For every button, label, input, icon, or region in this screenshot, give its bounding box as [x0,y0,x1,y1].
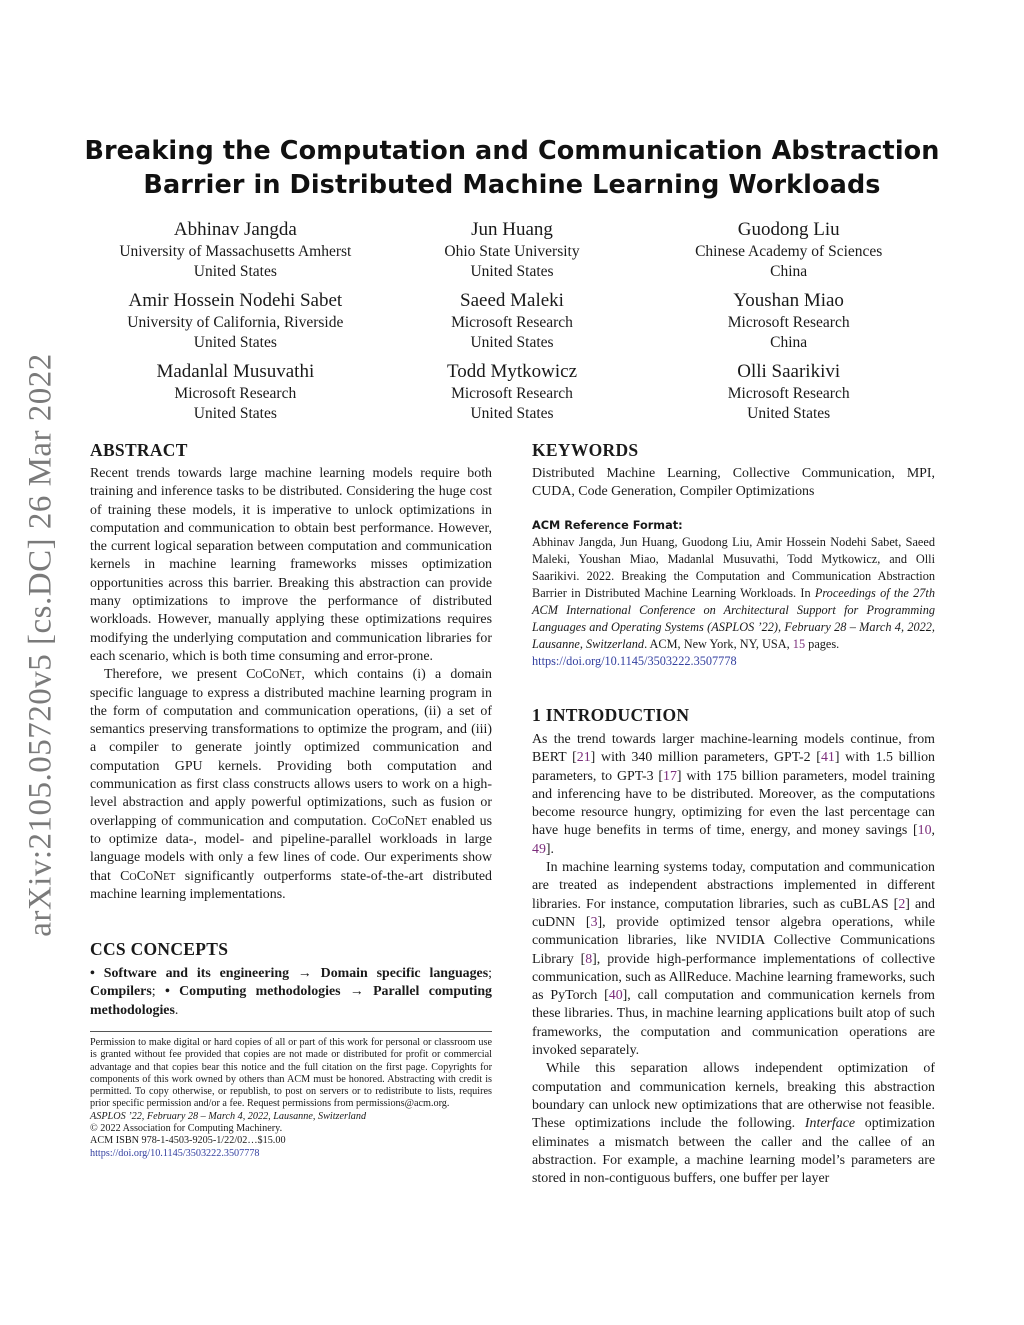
abstract-text: significantly outperforms state-of-the-art distributed machine learning implementations. [90,868,492,902]
acm-ref-text: pages. [805,637,840,651]
copyright-footnote [90,1037,492,1160]
author-country: United States [470,334,554,351]
citation-link[interactable]: 10 [917,823,932,839]
author-affiliation: University of Massachusetts Amherst [119,243,352,260]
citation-link[interactable]: 21 [576,750,591,766]
ccs-term: • Computing methodologies → Parallel computing methodologies [90,984,492,1018]
author-name: Abhinav Jangda [173,219,297,240]
acm-ref-proceedings: Proceedings of the 27th ACM International Conference on Architectural Support for Programming Languages and Operating Systems (ASPLOS ’22), February 28 – March 4, 2022, Lausanne, Switzerland [532,586,935,651]
citation-link[interactable]: 8 [585,951,593,967]
ccs-separator: ; [151,984,165,1000]
author [374,218,651,282]
system-name: CoCoNet [246,667,302,683]
author-country: United States [193,405,277,422]
author [374,289,651,353]
intro-text: ]. [545,841,554,857]
system-name: CoCoNet [371,813,427,829]
citation-link[interactable]: 17 [663,768,677,784]
intro-text: ], provide optimized tensor algebra operations, while communication libraries, like NVIDIA Collective Communications Library [ [532,914,935,967]
author [97,218,374,282]
author-affiliation: Ohio State University [444,243,580,260]
author [650,289,927,353]
ccs-term: • Software and its engineering → Domain specific languages [90,966,489,981]
intro-text: ] with 175 billion parameters, model training and inferencing have to be distributed. Moreover, as the computations become resource hungry, optimizing for even the last percentage can have huge benefits in terms of time, energy, and money savings [ [532,768,935,839]
citation-link[interactable]: 49 [532,841,546,857]
intro-heading: 1 INTRODUCTION [532,705,690,725]
author [97,289,374,353]
intro-text: optimization eliminates a mismatch between the caller and the callee of an abstraction. For example, a machine learning model’s parameters are stored in non-contiguous buffers, one buffer per layer [532,1116,935,1187]
author-row [97,360,927,424]
abstract-text: Therefore, we present [104,667,247,683]
copyright-line: © 2022 Association for Computing Machinery. [90,1123,283,1135]
intro-text: ] with 1.5 billion parameters, to GPT-3 [ [532,750,935,784]
author-name: Guodong Liu [737,219,840,240]
author-affiliation: Chinese Academy of Sciences [695,243,883,260]
author-name: Olli Saarikivi [737,361,841,382]
author-affiliation: Microsoft Research [451,385,573,402]
author-name: Todd Mytkowicz [446,361,578,382]
author-row [97,218,927,282]
abstract-body [90,465,492,904]
abstract-heading: ABSTRACT [90,440,188,460]
author-affiliation: University of California, Riverside [127,314,344,331]
author-country: China [770,334,808,351]
system-name: CoCoNet [120,868,176,884]
intro-text: While this separation allows independent optimization of computation and communication kernels, breaking this abstraction boundary can unlock new optimizations that are otherwise not feasible. These optimizations include the following. [532,1061,935,1132]
title-line-1: Breaking the Computation and Communication Abstraction [84,136,940,166]
author [650,218,927,282]
author-affiliation: Microsoft Research [174,385,297,402]
arxiv-stamp-text: arXiv:2105.05720v5 [cs.DC] 26 Mar 2022 [22,353,59,937]
ccs-separator: . [174,1002,179,1018]
intro-text: ], provide high-performance implementations of collective communication, such as AllReduce. Machine learning frameworks, such as PyTorch [ [532,951,936,1004]
author-country: United States [747,405,831,422]
author-affiliation: Microsoft Research [451,314,573,331]
abstract-text: , which contains (i) a domain specific language to express a distributed machine learning program in the form of computation and communication operations, (ii) a set of semantics preserving transformations to optimize the program, and (iii) a compiler to generate jointly optimized communication and computation GPU kernels. Providing both computation and communication as first class constructs allows users to work on a high-level abstraction and apply powerful optimizations, such as fusion or overlapping of communication and computation. [90,667,492,829]
author-name: Amir Hossein Nodehi Sabet [128,290,343,311]
author-country: China [770,263,808,280]
intro-paragraph-2 [532,859,935,1060]
abstract-paragraph-2 [90,666,492,904]
intro-text: As the trend towards larger machine-learning models continue, from BERT [ [532,732,935,766]
isbn-line: ACM ISBN 978-1-4503-9205-1/22/02…$15.00 [90,1135,286,1147]
author [374,360,651,424]
title-line-2: Barrier in Distributed Machine Learning Workloads [143,170,881,200]
footnote-rule [90,1031,492,1032]
ccs-heading: CCS CONCEPTS [90,939,229,959]
intro-emphasis: Interface [804,1116,856,1132]
acm-ref-text: . ACM, New York, NY, USA, [644,637,793,651]
citation-link[interactable]: 2 [898,896,906,912]
arxiv-stamp [20,350,62,940]
acm-ref-heading: ACM Reference Format: [532,519,683,532]
author-row [97,289,927,353]
intro-text: ] with 340 million parameters, GPT-2 [ [590,750,821,766]
keywords-heading: KEYWORDS [532,440,639,460]
author-affiliation: Microsoft Research [727,385,850,402]
author-affiliation: Microsoft Research [727,314,850,331]
author-country: United States [470,263,554,280]
author [97,360,374,424]
author-country: United States [193,263,277,280]
intro-text: In machine learning systems today, computation and communication are treated as independent abstractions implemented in different libraries. For instance, computation libraries, such as cuBLAS [ [532,860,935,912]
intro-paragraph-1 [532,731,935,859]
permission-notice: Permission to make digital or hard copies of all or part of this work for personal or classroom use is granted without fee provided that copies are not made or distributed for profit or commercial advantage and that copies bear this notice and the full citation on the first page. Copyrights for components of this work owned by others than ACM must be honored. Abstracting with credit is permitted. To copy otherwise, or republish, to post on servers or to redistribute to lists, requires prior specific permission and/or a fee. Request permissions from permissions@acm.org. [90,1037,492,1110]
citation-link[interactable]: 3 [590,914,598,930]
abstract-paragraph-1: Recent trends towards large machine learning models require both training and inference tasks to be distributed. Considering the huge cost of training these models, it is imperative to unlock optimizations in computation and communication to obtain best performance. However, the current logical separation between computation and communication kernels in machine learning frameworks misses optimization opportunities across this barrier. Breaking this abstraction can provide many optimizations to improve the performance of distributed workloads. However, manually applying these optimizations requires modifying the underlying computation and communication libraries for each scenario, which is both time consuming and error-prone. [90,466,492,664]
ccs-term: Compilers [90,984,152,1000]
paper-title [0,134,1024,202]
intro-text: ], call computation and communication kernels from these libraries. Thus, in machine learning applications built atop of such frameworks, the computation and communication operations are invoked separately. [532,988,935,1059]
citation-link[interactable]: 40 [608,988,623,1004]
author-block [97,218,927,431]
acm-ref-text: Abhinav Jangda, Jun Huang, Guodong Liu, Amir Hossein Nodehi Sabet, Saeed Maleki, Youshan Miao, Madanlal Musuvathi, Todd Mytkowicz, and Olli Saarikivi. 2022. Breaking the Computation and Communication Abstraction Barrier in Distributed Machine Learning Workloads. In [532,535,935,600]
intro-body [532,731,935,1188]
author-name: Madanlal Musuvathi [156,361,315,382]
acm-reference [532,534,935,670]
ccs-concepts [90,965,492,1020]
venue-line: ASPLOS ’22, February 28 – March 4, 2022, Lausanne, Switzerland [90,1110,367,1122]
ccs-separator: ; [488,966,492,981]
acm-ref-doi-link[interactable]: https://doi.org/10.1145/3503222.3507778 [532,654,737,668]
keywords-text: Distributed Machine Learning, Collective Communication, MPI, CUDA, Code Generation, Compiler Optimizations [532,466,935,500]
author-country: United States [470,405,554,422]
abstract-text: enabled us to optimize data-, model- and pipeline-parallel workloads in large language models with only a few lines of code. Our experiments show that [90,813,492,884]
intro-text: ] and cuDNN [ [532,896,936,930]
citation-link[interactable]: 41 [820,750,835,766]
author [650,360,927,424]
author-name: Jun Huang [471,219,553,240]
intro-paragraph-3 [532,1060,935,1188]
intro-text: , [931,823,935,839]
doi-link[interactable]: https://doi.org/10.1145/3503222.3507778 [90,1147,260,1159]
author-name: Saeed Maleki [460,290,564,311]
page-count-link[interactable]: 15 [792,637,806,651]
author-country: United States [193,334,277,351]
author-name: Youshan Miao [733,290,844,311]
